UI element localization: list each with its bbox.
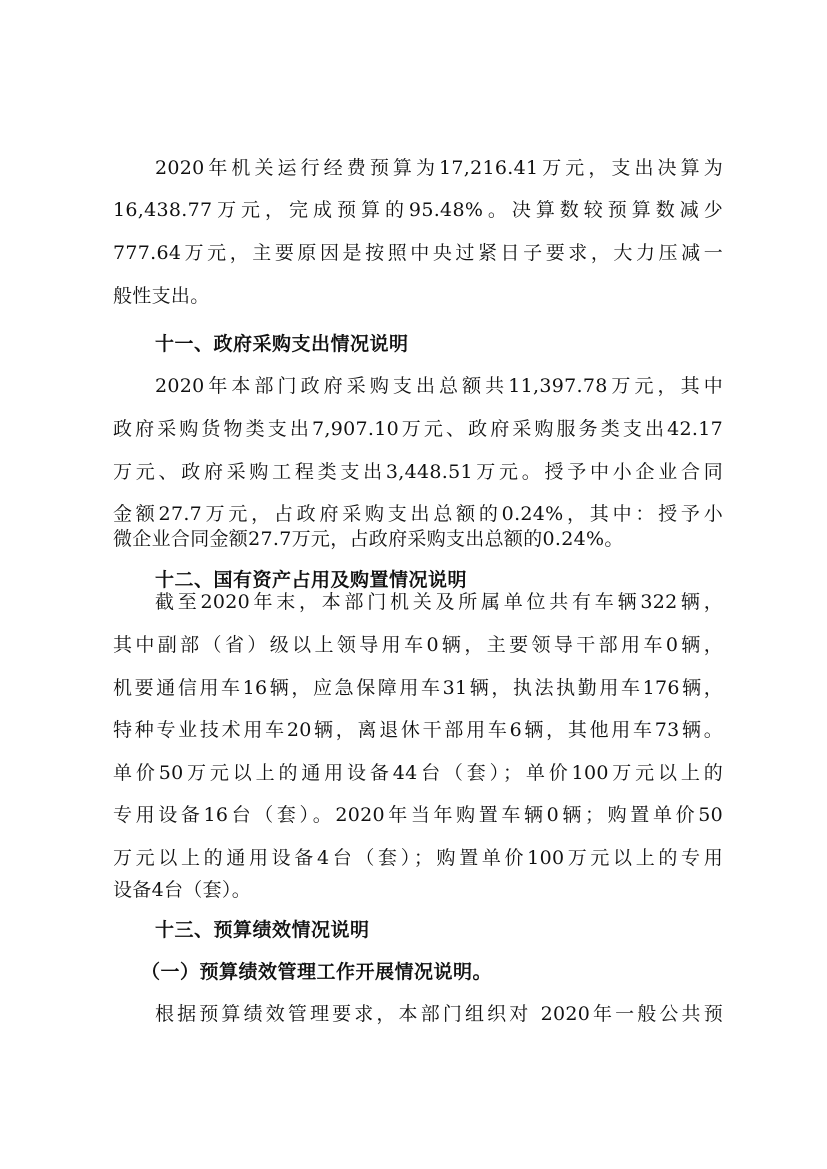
paragraph-line: 2020年机关运行经费预算为17,216.41万元，支出决算为 [155, 157, 723, 179]
paragraph-line: 金额27.7万元，占政府采购支出总额的0.24%，其中：授予小 [113, 503, 723, 525]
paragraph-line: 政府采购货物类支出7,907.10万元、政府采购服务类支出42.17 [113, 418, 723, 440]
paragraph-line: 2020年本部门政府采购支出总额共11,397.78万元，其中 [155, 375, 723, 397]
paragraph-line: 根据预算绩效管理要求，本部门组织对 2020年一般公共预 [155, 1003, 723, 1025]
paragraph-line: 截至2020年末，本部门机关及所属单位共有车辆322辆， [155, 591, 723, 613]
section-heading-12: 十二、国有资产占用及购置情况说明 [155, 569, 468, 591]
paragraph-line: 特种专业技术用车20辆，离退休干部用车6辆，其他用车73辆。 [113, 719, 723, 741]
paragraph-line: 777.64万元，主要原因是按照中央过紧日子要求，大力压减一 [113, 242, 723, 264]
paragraph-line: 微企业合同金额27.7万元，占政府采购支出总额的0.24%。 [113, 528, 624, 550]
paragraph-line: 16,438.77万元，完成预算的95.48%。决算数较预算数减少 [113, 199, 723, 221]
paragraph-line: 设备4台（套）。 [113, 879, 251, 901]
paragraph-line: 单价50万元以上的通用设备44台（套）；单价100万元以上的 [113, 762, 723, 784]
subsection-heading-13-1: （一）预算绩效管理工作开展情况说明。 [141, 961, 493, 983]
paragraph-line: 般性支出。 [113, 285, 210, 307]
section-heading-13: 十三、预算绩效情况说明 [155, 919, 370, 941]
paragraph-line: 其中副部（省）级以上领导用车0辆，主要领导干部用车0辆， [113, 634, 723, 656]
section-heading-11: 十一、政府采购支出情况说明 [155, 333, 409, 355]
paragraph-line: 机要通信用车16辆，应急保障用车31辆，执法执勤用车176辆， [113, 677, 723, 699]
paragraph-line: 万元以上的通用设备4台（套）；购置单价100万元以上的专用 [113, 847, 723, 869]
paragraph-line: 万元、政府采购工程类支出3,448.51万元。授予中小企业合同 [113, 461, 723, 483]
paragraph-line: 专用设备16台（套）。2020年当年购置车辆0辆；购置单价50 [113, 804, 723, 826]
